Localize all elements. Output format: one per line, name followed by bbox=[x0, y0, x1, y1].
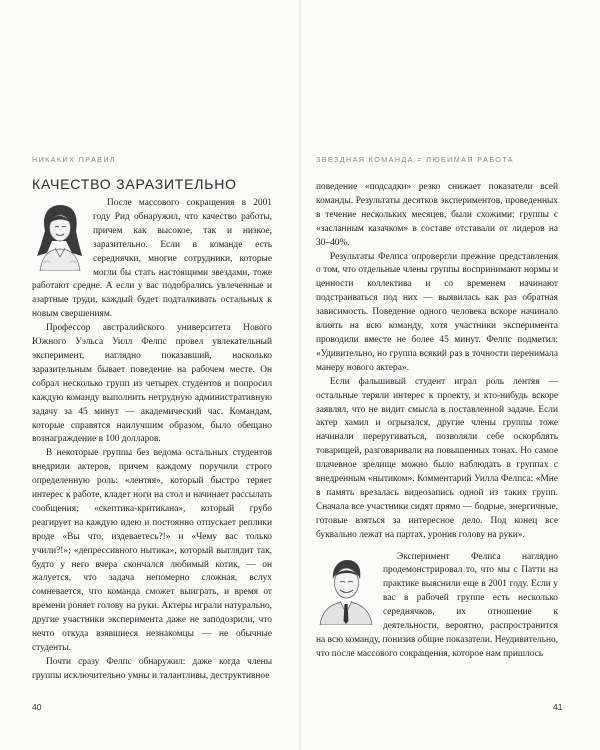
left-running-head: НИКАКИХ ПРАВИЛ bbox=[32, 155, 117, 164]
right-body-text bbox=[316, 181, 558, 662]
left-paragraph: В некоторые группы без ведома остальных студентов внедрили актеров, причем каждому поручили строго определенную роль: «лентяя», который быстро теряет интерес к работе, кладет ноги на стол и начинает рассылать сообщения; «скептика-критикана», который грубо реагирует на каждую идею и постоянно отпускает реплики вроде «Вы что, издеваетесь?!» и «Чему вас только учили?!»; «депрессивного нытика», который выглядит так, будто у него вчера скончался любимый котик, — он жалуется, что задача непомерно сложная, вслух сомневается, что команда сможет выиграть, и время от времени роняет голову на руки. Актеры играли натурально, другие участники эксперимента даже не заподозрили, что нечто откуда взявшиеся незнакомцы — не обычные студенты. bbox=[32, 448, 272, 653]
left-paragraph: Почти сразу Фелпс обнаружил: даже когда члены группы исключительно умны и талантливы, деструктивное bbox=[32, 656, 272, 681]
left-page-number: 40 bbox=[32, 702, 42, 712]
man-portrait-illustration bbox=[316, 555, 376, 625]
woman-portrait-illustration bbox=[32, 201, 86, 271]
right-paragraph: поведение «подсадки» резко снижает показатели всей команды. Результаты десятков экспериментов, проведенных в течение нескольких месяцев, были схожими: группы с «засланным казачком» в составе отставали от лидеров на 30–40%. bbox=[316, 182, 558, 248]
left-paragraph: Профессор австралийского университета Нового Южного Уэльса Уилл Фелпс провел увлекательный эксперимент, наглядно показавший, насколько заразительным бывает поведение на рабочем месте. Он собрал несколько групп из четырех студентов и попросил каждую команду выполнить нетрудную административную задачу за 45 минут — академический час. Командам, которые справятся наилучшим образом, было обещано вознаграждение в 100 долларов. bbox=[32, 323, 272, 445]
left-body-text bbox=[32, 197, 272, 684]
right-running-head: ЗВЕЗДНАЯ КОМАНДА = ЛЮБИМАЯ РАБОТА bbox=[316, 155, 514, 164]
left-paragraph: После массового сокращения в 2001 году Рид обнаружил, что качество работы, причем как высокое, так и низкое, заразительно. Если в команде есть середнячки, многие сотрудники, которые могли бы стать настоящими звездами, тоже работают средне. А если у вас подобрались увлеченные и азартные труди, каждый будет подталкивать остальных к новым свершениям. bbox=[32, 198, 272, 320]
right-paragraph: Результаты Фелпса опровергли прежние представления о том, что отдельные члены группы воспринимают нормы и ценности коллектива и со временем начинают подстраиваться под них — выявилась как раз обратная зависимость. Поведение одного человека вскоре начинало влиять на всю команду, хотя участники эксперимента проводили вместе не более 45 минут. Фелпс подметил: «Удивительно, но группа всякий раз в точности перенимала манеру нового актера». bbox=[316, 251, 558, 373]
right-paragraph: Если фальшивый студент играл роль лентяя — остальные теряли интерес к проекту, и кто-нибудь вскоре заявлял, что не видит смысла в поставленной задаче. Если актер хамил и огрызался, другие члены группы тоже начинали переругиваться, позволяли себе оскорблять товарищей, разговаривали на повышенных тонах. Но самое плачевное зрелище можно было наблюдать в группах с внедренным «нытиком». Комментарий Уилла Фелпса: «Мне в память врезалась видеозапись одной из таких групп. Сначала все участники сидят прямо — бодрые, энергичные, готовые взяться за интересное дело. Под конец все буквально лежат на партах, уронив голову на руки». bbox=[316, 376, 558, 540]
right-page-number: 41 bbox=[553, 702, 563, 712]
right-page bbox=[301, 0, 600, 750]
right-paragraph: Эксперимент Фелпса наглядно продемонстрировал то, что мы с Патти на практике выяснили еще в 2001 году. Если у вас в рабочей группе есть несколько середнячков, их отношение к деятельности, вероятно, распространится на всю команду, понизив общие показатели. Неудивительно, что после массового сокращения, которое нам пришлось bbox=[316, 551, 558, 659]
section-title: КАЧЕСТВО ЗАРАЗИТЕЛЬНО bbox=[32, 176, 237, 192]
